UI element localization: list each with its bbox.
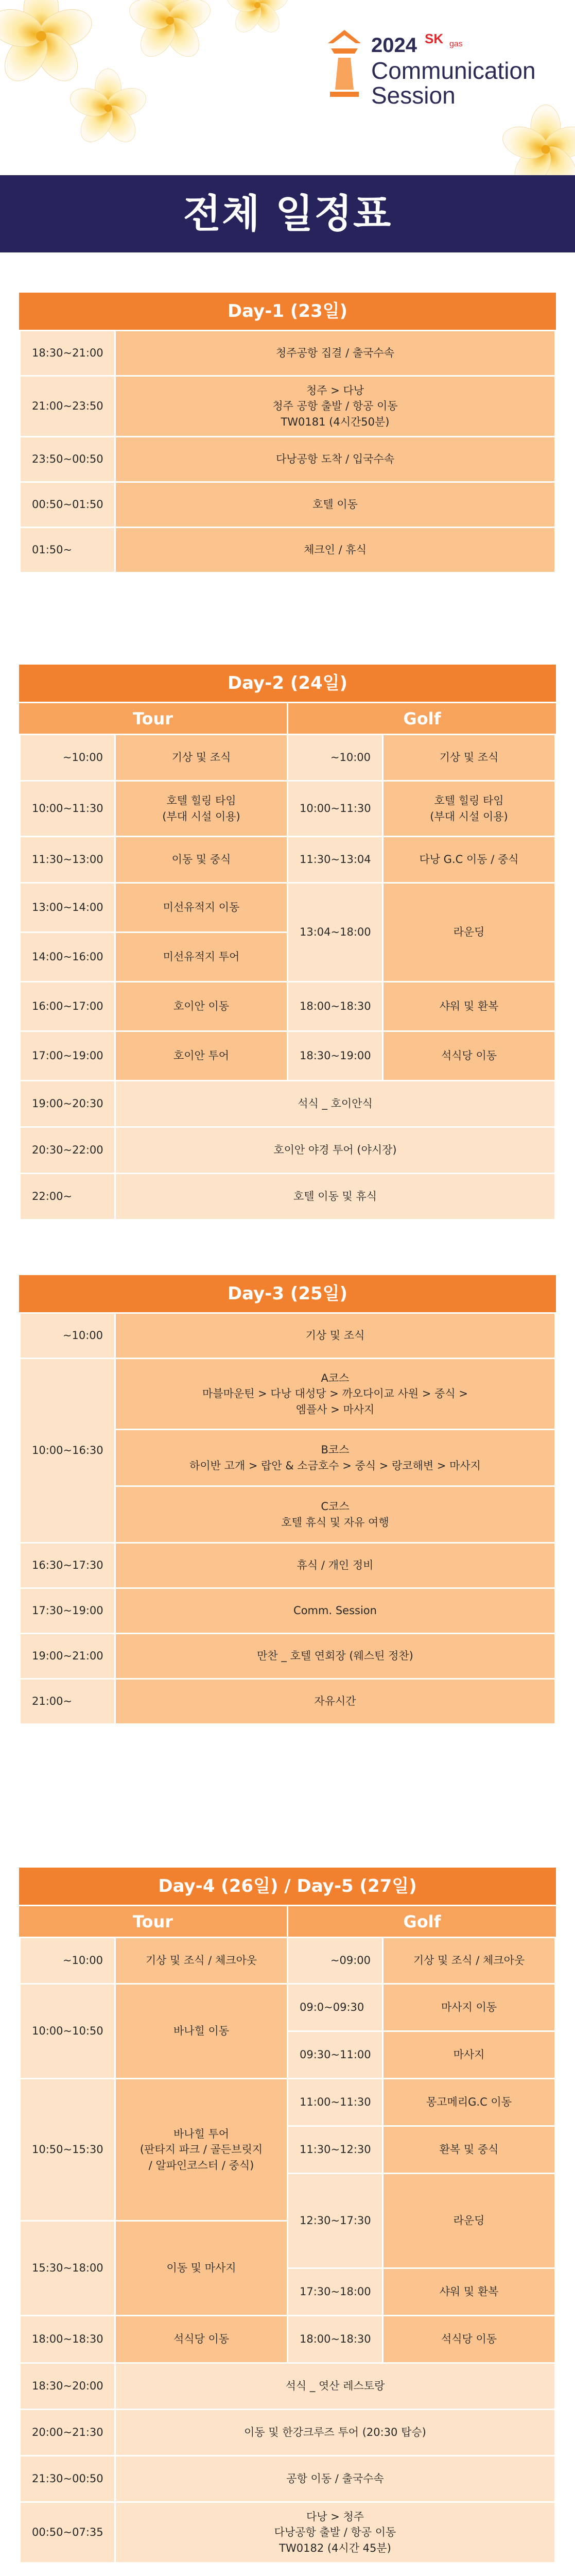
golf-time-cell: 13:04~18:00: [288, 883, 383, 982]
activity-line: 청주 공항 출발 / 항공 이동: [272, 400, 398, 413]
course-name: C코스: [321, 1500, 350, 1513]
table-row: [20, 2316, 555, 2363]
golf-activity-cell: 샤워 및 환복: [383, 2268, 555, 2316]
tour-time-cell: 15:30~18:00: [20, 2221, 115, 2316]
time-cell: 20:00~21:30: [20, 2410, 115, 2456]
golf-time-cell: 11:30~13:04: [288, 837, 383, 883]
table-row: [20, 837, 555, 883]
table-row: [20, 2410, 555, 2456]
course-name: A코스: [321, 1371, 350, 1384]
table-row: [20, 982, 555, 1031]
course-name: B코스: [321, 1444, 350, 1456]
day2-table: [19, 734, 556, 1221]
activity-cell: 석식 _ 엿산 레스토랑: [115, 2363, 555, 2410]
golf-activity-cell: 석식당 이동: [383, 1031, 555, 1081]
time-cell: 19:00~21:00: [20, 1634, 115, 1679]
golf-activity-cell: 기상 및 조식: [383, 735, 555, 781]
tour-time-cell: 18:00~18:30: [20, 2316, 115, 2363]
golf-activity-cell: 마사지 이동: [383, 1984, 555, 2031]
gas-brand: gas: [449, 40, 463, 48]
tour-label: Tour: [19, 703, 287, 734]
tour-activity-cell: 이동 및 중식: [115, 837, 288, 883]
time-cell: 18:30~21:00: [20, 331, 115, 376]
time-cell: 01:50~: [20, 528, 115, 573]
time-cell: 10:00~16:30: [20, 1359, 115, 1543]
table-row: [20, 528, 555, 573]
course-line: 엠플사 > 마사지: [295, 1403, 375, 1416]
activity-cell: 휴식 / 개인 정비: [115, 1543, 555, 1588]
activity-cell: 만찬 _ 호텔 연회장 (웨스틴 정찬): [115, 1634, 555, 1679]
time-cell: 17:30~19:00: [20, 1588, 115, 1634]
table-row: [20, 482, 555, 528]
time-cell: 00:50~07:35: [20, 2502, 115, 2563]
activity-line: TW0182 (4시간 45분): [279, 2541, 391, 2554]
time-cell: 21:00~23:50: [20, 376, 115, 437]
golf-time-cell: 09:30~11:00: [288, 2031, 383, 2079]
golf-time-cell: ~10:00: [288, 735, 383, 781]
time-cell: 23:50~00:50: [20, 437, 115, 482]
day45-table: [19, 1937, 556, 2564]
activity-cell: [115, 376, 555, 437]
golf-time-cell: 09:0~09:30: [288, 1984, 383, 2031]
page-title-bar: [0, 175, 575, 252]
activity-line: 호텔 힐링 타임: [166, 794, 236, 807]
golf-time-cell: 17:30~18:00: [288, 2268, 383, 2316]
tour-activity-cell: 미선유적지 이동: [115, 883, 288, 933]
activity-cell: 청주공항 집결 / 출국수속: [115, 331, 555, 376]
table-row: [20, 331, 555, 376]
golf-activity-cell: 몽고메리G.C 이동: [383, 2079, 555, 2126]
day45-subheader: [19, 1905, 556, 1937]
course-b-cell: [115, 1430, 555, 1486]
activity-line: (부대 시설 이용): [162, 810, 240, 823]
table-row: [20, 2502, 555, 2563]
golf-activity-cell: 석식당 이동: [383, 2316, 555, 2363]
tour-activity-cell: 호이안 이동: [115, 982, 288, 1031]
table-row: [20, 1984, 555, 2031]
day1-table: [19, 330, 556, 573]
tour-label: Tour: [19, 1906, 287, 1937]
activity-cell: 호이안 야경 투어 (야시장): [115, 1127, 555, 1174]
table-row: [20, 437, 555, 482]
activity-line: (판타지 파크 / 골든브릿지: [140, 2143, 263, 2156]
golf-time-cell: 18:00~18:30: [288, 2316, 383, 2363]
activity-line: TW0181 (4시간50분): [281, 415, 390, 428]
tour-activity-cell: 기상 및 조식 / 체크아웃: [115, 1938, 288, 1984]
tour-activity-cell: 기상 및 조식: [115, 735, 288, 781]
table-row: [20, 2363, 555, 2410]
table-row: [20, 1588, 555, 1634]
tour-time-cell: ~10:00: [20, 735, 115, 781]
tour-time-cell: 10:50~15:30: [20, 2079, 115, 2221]
day2-schedule: [19, 665, 556, 1221]
tour-time-cell: ~10:00: [20, 1938, 115, 1984]
table-row: [20, 1081, 555, 1127]
tour-activity-cell: 석식당 이동: [115, 2316, 288, 2363]
table-row: [20, 1313, 555, 1359]
golf-activity-cell: [383, 781, 555, 837]
course-c-cell: [115, 1486, 555, 1543]
tour-activity-cell: 호이안 투어: [115, 1031, 288, 1081]
golf-time-cell: 18:00~18:30: [288, 982, 383, 1031]
time-cell: 20:30~22:00: [20, 1127, 115, 1174]
time-cell: 19:00~20:30: [20, 1081, 115, 1127]
day3-schedule: [19, 1275, 556, 1725]
table-row: [20, 1031, 555, 1081]
golf-time-cell: 10:00~11:30: [288, 781, 383, 837]
table-row: [20, 376, 555, 437]
tour-activity-cell: [115, 2079, 288, 2221]
day3-title: Day-3 (25일): [19, 1275, 556, 1312]
activity-line: / 알파인코스터 / 중식): [148, 2159, 254, 2172]
table-row: [20, 1359, 555, 1430]
activity-line: 호텔 힐링 타임: [434, 794, 504, 807]
sk-brand: SK: [425, 31, 444, 46]
event-logo: [326, 25, 542, 117]
tour-time-cell: 17:00~19:00: [20, 1031, 115, 1081]
time-cell: 00:50~01:50: [20, 482, 115, 528]
activity-cell: 호텔 이동: [115, 482, 555, 528]
golf-time-cell: 12:30~17:30: [288, 2174, 383, 2268]
course-line: 마블마운틴 > 다낭 대성당 > 까오다이교 사원 > 중식 >: [202, 1387, 468, 1400]
day45-schedule: [19, 1868, 556, 2564]
activity-line: 다낭 > 청주: [306, 2510, 364, 2523]
table-row: [20, 1938, 555, 1984]
table-row: [20, 1127, 555, 1174]
golf-activity-cell: 마사지: [383, 2031, 555, 2079]
golf-activity-cell: 환복 및 중식: [383, 2126, 555, 2174]
golf-activity-cell: 라운딩: [383, 2174, 555, 2268]
golf-label: Golf: [287, 1906, 556, 1937]
tour-time-cell: 16:00~17:00: [20, 982, 115, 1031]
tour-time-cell: 13:00~14:00: [20, 883, 115, 933]
activity-line: 청주 > 다낭: [306, 384, 364, 397]
tour-activity-cell: 바나힐 이동: [115, 1984, 288, 2079]
table-row: [20, 1634, 555, 1679]
tour-time-cell: 10:00~10:50: [20, 1984, 115, 2079]
time-cell: 21:00~: [20, 1679, 115, 1724]
pagoda-logo-icon: [326, 28, 363, 100]
time-cell: 22:00~: [20, 1174, 115, 1220]
table-row: [20, 2456, 555, 2502]
activity-cell: 호텔 이동 및 휴식: [115, 1174, 555, 1220]
activity-cell: 기상 및 조식: [115, 1313, 555, 1359]
table-row: [20, 781, 555, 837]
golf-activity-cell: 샤워 및 환복: [383, 982, 555, 1031]
activity-cell: 공항 이동 / 출국수속: [115, 2456, 555, 2502]
course-line: 하이반 고개 > 랍안 & 소금호수 > 중식 > 랑코해변 > 마사지: [189, 1459, 481, 1472]
activity-cell: 자유시간: [115, 1679, 555, 1724]
golf-activity-cell: 라운딩: [383, 883, 555, 982]
golf-activity-cell: 다낭 G.C 이동 / 중식: [383, 837, 555, 883]
page-title: 전체 일정표: [183, 191, 392, 236]
golf-time-cell: 11:00~11:30: [288, 2079, 383, 2126]
golf-activity-cell: 기상 및 조식 / 체크아웃: [383, 1938, 555, 1984]
activity-cell: Comm. Session: [115, 1588, 555, 1634]
golf-time-cell: 18:30~19:00: [288, 1031, 383, 1081]
table-row: [20, 735, 555, 781]
tour-activity-cell: 미선유적지 투어: [115, 933, 288, 982]
course-line: 호텔 휴식 및 자유 여행: [281, 1516, 389, 1529]
day1-schedule: [19, 293, 556, 573]
golf-time-cell: 11:30~12:30: [288, 2126, 383, 2174]
table-row: [20, 1174, 555, 1220]
time-cell: ~10:00: [20, 1313, 115, 1359]
event-name-line2: Session: [371, 82, 456, 109]
day2-title: Day-2 (24일): [19, 665, 556, 702]
activity-cell: [115, 2502, 555, 2563]
tour-time-cell: 14:00~16:00: [20, 933, 115, 982]
table-row: [20, 1543, 555, 1588]
golf-time-cell: ~09:00: [288, 1938, 383, 1984]
table-row: [20, 2079, 555, 2126]
table-row: [20, 883, 555, 933]
day45-title: Day-4 (26일) / Day-5 (27일): [19, 1868, 556, 1905]
tour-activity-cell: [115, 781, 288, 837]
time-cell: 18:30~20:00: [20, 2363, 115, 2410]
activity-line: (부대 시설 이용): [430, 810, 508, 823]
tour-activity-cell: 이동 및 마사지: [115, 2221, 288, 2316]
course-a-cell: [115, 1359, 555, 1430]
activity-cell: 이동 및 한강크루즈 투어 (20:30 탑승): [115, 2410, 555, 2456]
activity-cell: 체크인 / 휴식: [115, 528, 555, 573]
tour-time-cell: 10:00~11:30: [20, 781, 115, 837]
activity-cell: 석식 _ 호이안식: [115, 1081, 555, 1127]
time-cell: 16:30~17:30: [20, 1543, 115, 1588]
event-year: 2024: [371, 34, 417, 57]
day2-subheader: [19, 702, 556, 734]
time-cell: 21:30~00:50: [20, 2456, 115, 2502]
event-name-line1: Communication: [371, 57, 536, 84]
table-row: [20, 1679, 555, 1724]
activity-line: 바나힐 투어: [173, 2127, 230, 2140]
day1-title: Day-1 (23일): [19, 293, 556, 330]
header-banner: [0, 0, 575, 175]
tour-time-cell: 11:30~13:00: [20, 837, 115, 883]
activity-line: 다낭공항 출발 / 항공 이동: [274, 2526, 396, 2539]
day3-table: [19, 1312, 556, 1725]
activity-cell: 다낭공항 도착 / 입국수속: [115, 437, 555, 482]
golf-label: Golf: [287, 703, 556, 734]
